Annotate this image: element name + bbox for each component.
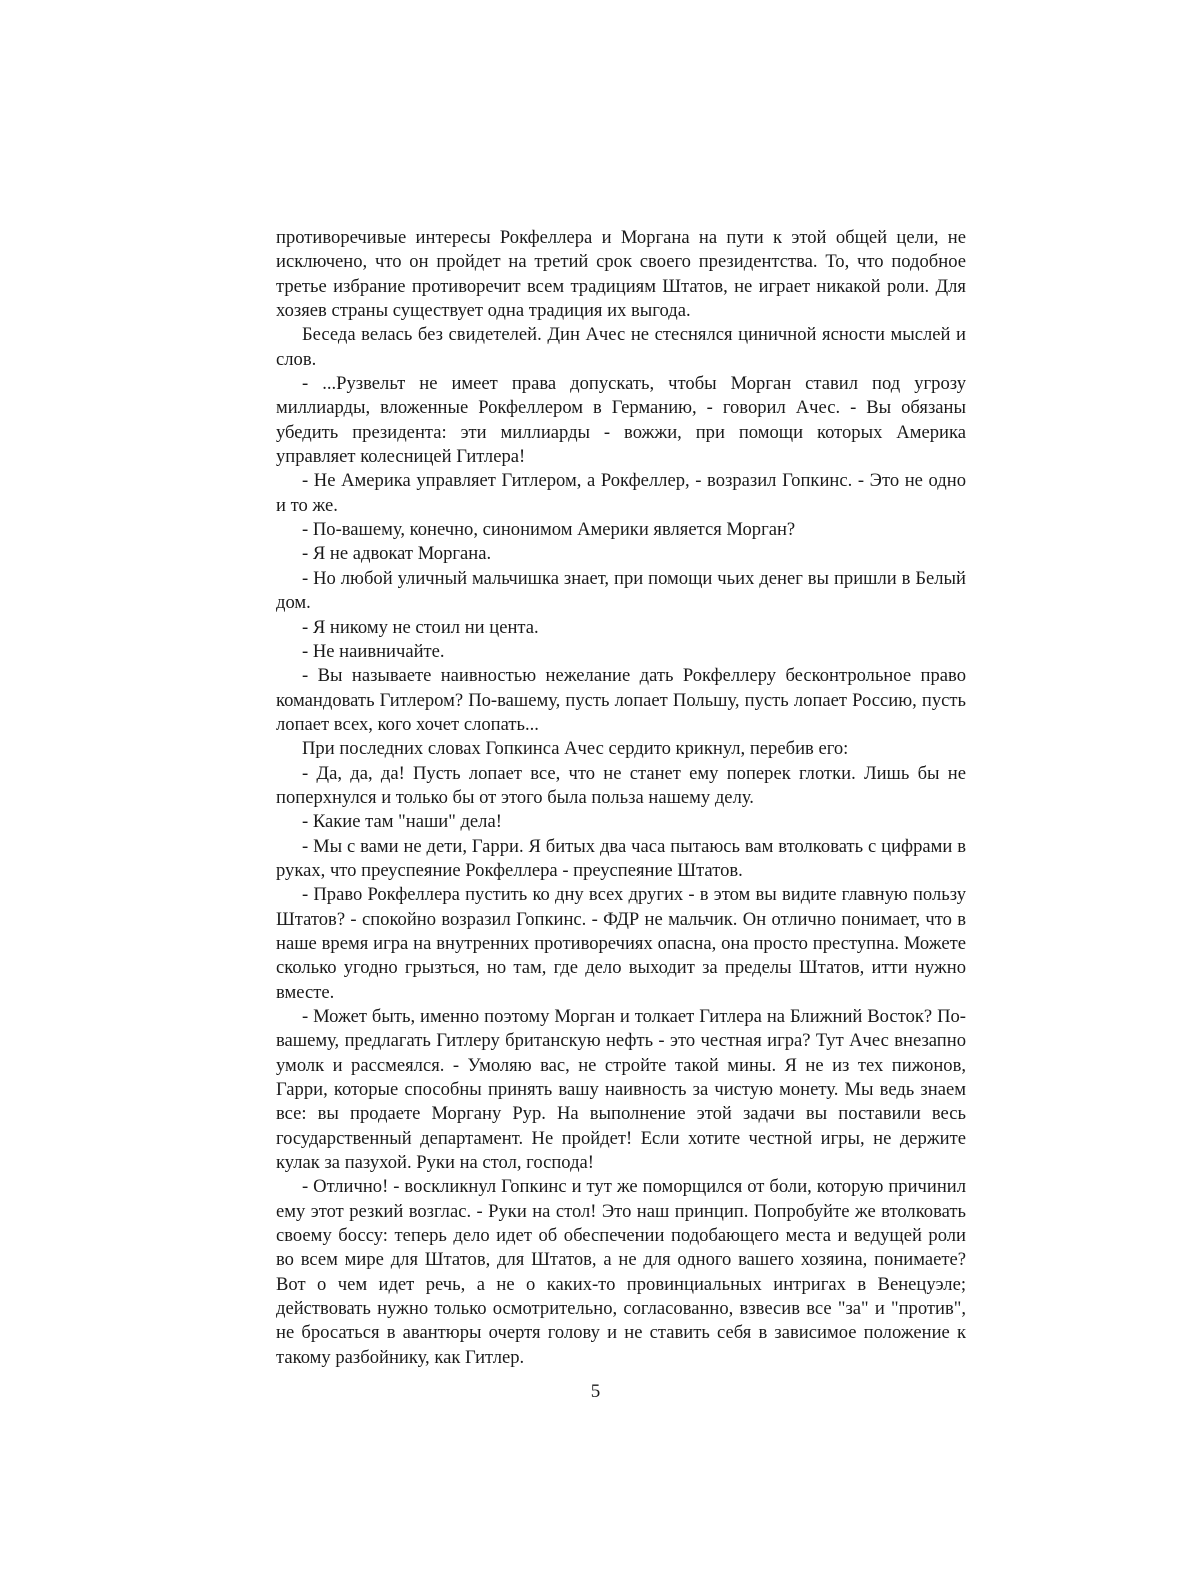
paragraph: - По-вашему, конечно, синонимом Америки является Морган? (302, 519, 796, 541)
paragraph: - Отлично! - воскликнул Гопкинс и тут же поморщился от боли, которую причинил ему этот резкий возглас. - Руки на стол! Это наш принцип. Попробуйте же втолковать своему боссу: теперь дело идет об обеспечении подобающего места и ведущей роли во всем мире для Штатов, для Штатов, а не для одного вашего хозяина, понимаете? Вот о чем идет речь, а не о каких-то провинциальных интригах в Венецуэле; действовать нужно только осмотрительно, согласованно, взвесив все "за" и "против", не бросаться в авантюры очертя голову и не ставить себя в зависимое положение к такому разбойнику, как Гитлер. (276, 1176, 966, 1368)
paragraph: - Вы называете наивностью нежелание дать Рокфеллеру бесконтрольное право командовать Гитлером? По-вашему, пусть лопает Польшу, пусть лопает Россию, пусть лопает всех, кого хочет слопать... (276, 665, 966, 735)
paragraph: - Какие там "наши" дела! (302, 811, 502, 833)
paragraph: - Я не адвокат Моргана. (302, 543, 492, 565)
body-text (276, 226, 966, 1370)
paragraph: - Да, да, да! Пусть лопает все, что не станет ему поперек глотки. Лишь бы не поперхнулся и только бы от этого была польза нашему делу. (276, 762, 966, 808)
paragraph: - Право Рокфеллера пустить ко дну всех других - в этом вы видите главную пользу Штатов? - спокойно возразил Гопкинс. - ФДР не мальчик. Он отлично понимает, что в наше время игра на внутренних противоречиях опасна, она просто преступна. Можете сколько угодно грызться, но там, где дело выходит за пределы Штатов, итти нужно вместе. (276, 884, 966, 1003)
paragraph: При последних словах Гопкинса Ачес сердито крикнул, перебив его: (302, 738, 849, 760)
page-number: 5 (590, 1381, 601, 1402)
paragraph: - Не Америка управляет Гитлером, а Рокфеллер, - возразил Гопкинс. - Это не одно и то же. (276, 470, 966, 516)
paragraph: - Я никому не стоил ни цента. (302, 616, 539, 638)
paragraph: - Не наивничайте. (302, 640, 445, 662)
paragraph: - Может быть, именно поэтому Морган и толкает Гитлера на Ближний Восток? По-вашему, предлагать Гитлеру британскую нефть - это честная игра? Тут Ачес внезапно умолк и рассмеялся. - Умоляю вас, не стройте такой мины. Я не из тех пижонов, Гарри, которые способны принять вашу наивность за чистую монету. Мы ведь знаем все: вы продаете Моргану Рур. На выполнение этой задачи вы поставили весь государственный департамент. Не пройдет! Если хотите честной игры, не держите кулак за пазухой. Руки на стол, господа! (276, 1006, 966, 1174)
paragraph: - Мы с вами не дети, Гарри. Я битых два часа пытаюсь вам втолковать с цифрами в руках, что преуспеяние Рокфеллера - преуспеяние Штатов. (276, 835, 966, 881)
paragraph: - ...Рузвельт не имеет права допускать, чтобы Морган ставил под угрозу миллиарды, вложенные Рокфеллером в Германию, - говорил Ачес. - Вы обязаны убедить президента: эти миллиарды - вожжи, при помощи которых Америка управляет колесницей Гитлера! (276, 373, 966, 468)
paragraph: противоречивые интересы Рокфеллера и Моргана на пути к этой общей цели, не исключено, что он пройдет на третий срок своего президентства. То, что подобное третье избрание противоречит всем традициям Штатов, не играет никакой роли. Для хозяев страны существует одна традиция их выгода. (276, 227, 966, 322)
paragraph: Беседа велась без свидетелей. Дин Ачес не стеснялся циничной ясности мыслей и слов. (276, 324, 966, 370)
paragraph: - Но любой уличный мальчишка знает, при помощи чьих денег вы пришли в Белый дом. (276, 567, 966, 614)
